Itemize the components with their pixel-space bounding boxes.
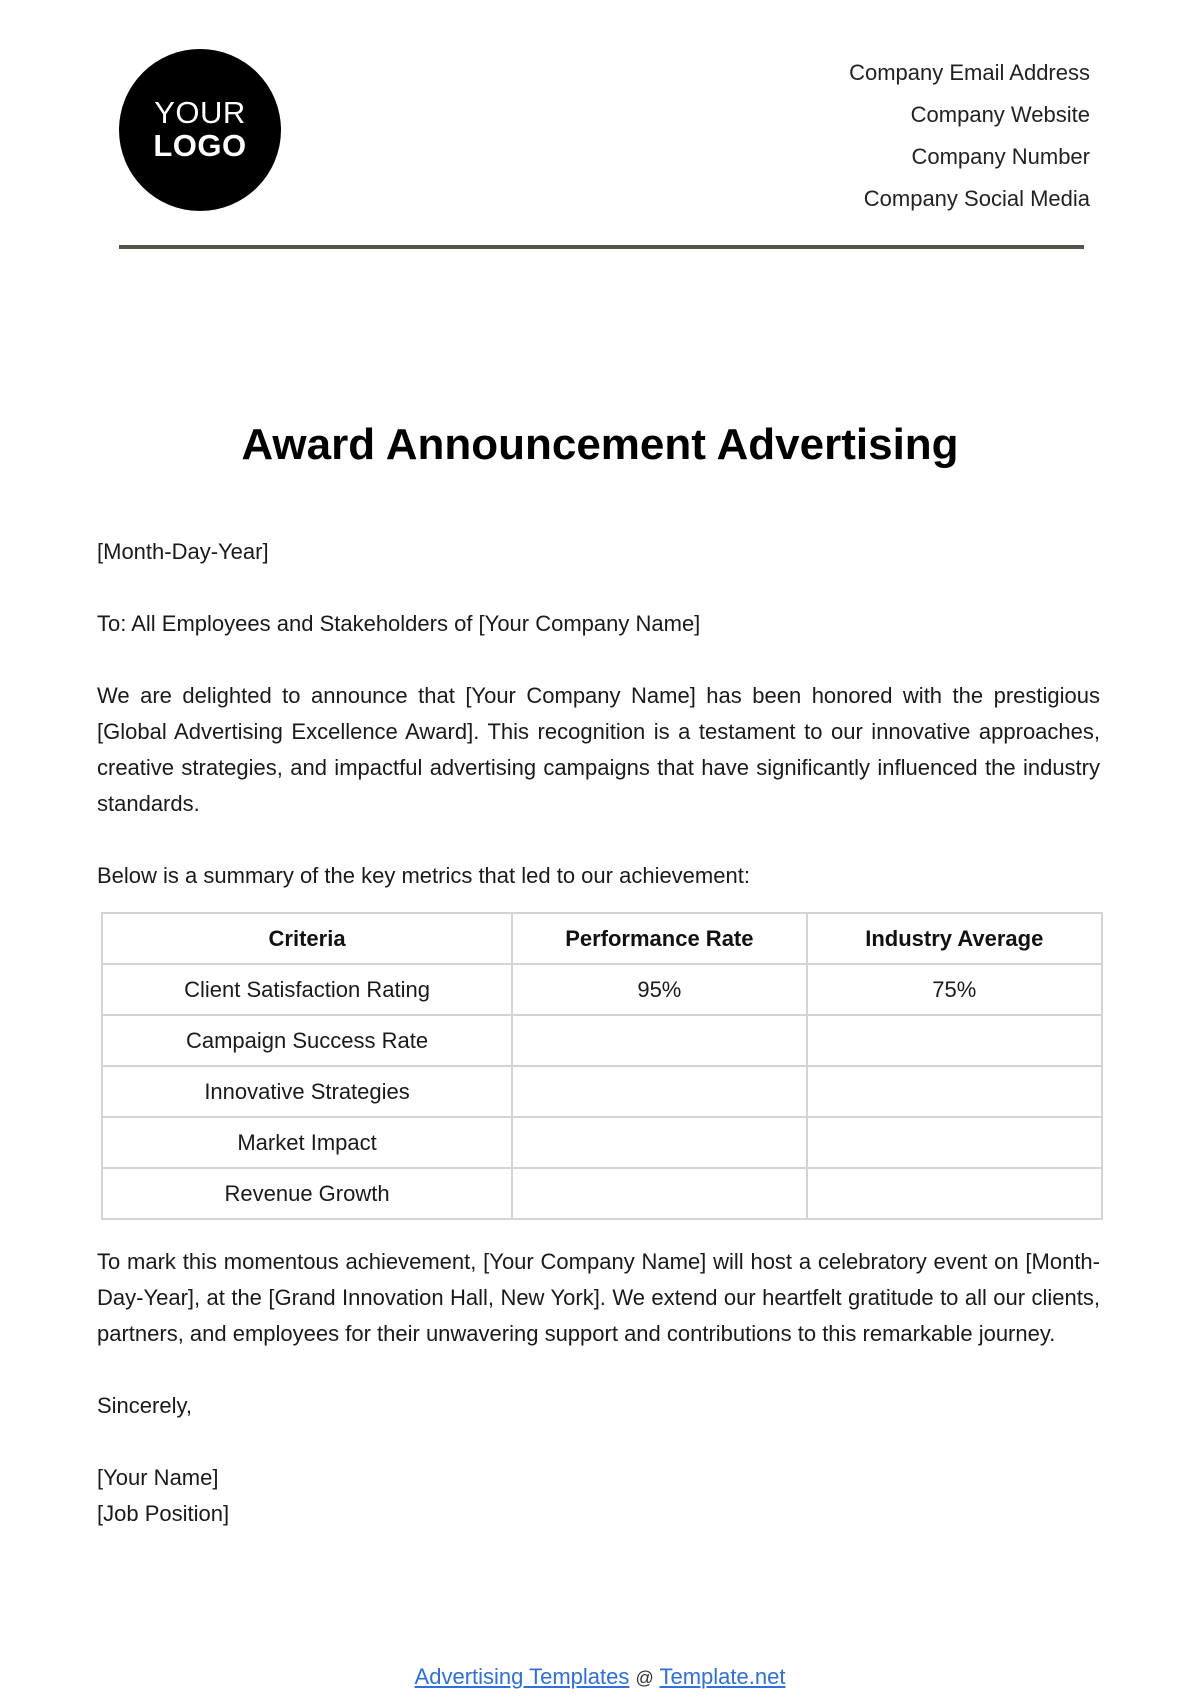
footer [0, 1664, 1200, 1690]
intro-paragraph: We are delighted to announce that [Your Company Name] has been honored with the prestigious [Global Advertising Excellence Award]. This recognition is a testament to our innovative approaches, creative strategies, and impactful advertising campaigns that have significantly influenced the industry standards. [97, 683, 1100, 816]
company-number: Company Number [911, 144, 1090, 169]
recipient-line: To: All Employees and Stakeholders of [Your Company Name] [97, 611, 701, 636]
table-cell [807, 1117, 1102, 1168]
table-cell: Revenue Growth [102, 1168, 512, 1219]
table-cell: 75% [807, 964, 1102, 1015]
advertising-templates-link[interactable]: Advertising Templates [414, 1664, 630, 1689]
footer-separator: @ [635, 1668, 654, 1688]
date-line: [Month-Day-Year] [97, 539, 269, 564]
table-cell [512, 1168, 807, 1219]
company-email: Company Email Address [849, 60, 1090, 85]
table-cell: Market Impact [102, 1117, 512, 1168]
table-cell [807, 1066, 1102, 1117]
table-cell: Innovative Strategies [102, 1066, 512, 1117]
table-cell [512, 1066, 807, 1117]
table-row [102, 1066, 1102, 1117]
document-body [97, 534, 1100, 1532]
header-industry-average: Industry Average [807, 913, 1102, 964]
signature-position: [Job Position] [97, 1501, 230, 1526]
closing-line: Sincerely, [97, 1393, 192, 1418]
header-divider [119, 245, 1084, 249]
table-cell [807, 1168, 1102, 1219]
table-header-row [102, 913, 1102, 964]
logo-line-1: YOUR [154, 95, 246, 131]
company-social-media: Company Social Media [863, 186, 1090, 211]
table-cell: 95% [512, 964, 807, 1015]
table-cell [807, 1015, 1102, 1066]
table-row [102, 964, 1102, 1015]
table-cell [512, 1015, 807, 1066]
document-title: Award Announcement Advertising [241, 420, 959, 469]
company-website: Company Website [910, 102, 1090, 127]
template-net-link[interactable]: Template.net [659, 1664, 786, 1689]
table-row [102, 1015, 1102, 1066]
table-cell: Client Satisfaction Rating [102, 964, 512, 1015]
header-criteria: Criteria [102, 913, 512, 964]
table-cell: Campaign Success Rate [102, 1015, 512, 1066]
event-paragraph: To mark this momentous achievement, [Your Company Name] will host a celebratory event on [Month-Day-Year], at the [Grand Innovation Hall, New York]. We extend our heartfelt gratitude to all our clients, partners, and employees for their unwavering support and contributions to this remarkable journey. [97, 1249, 1100, 1346]
table-row [102, 1117, 1102, 1168]
logo-line-2: LOGO [153, 128, 247, 163]
table-row [102, 1168, 1102, 1219]
company-logo [119, 49, 281, 211]
table-cell [512, 1117, 807, 1168]
signature-name: [Your Name] [97, 1465, 219, 1490]
metrics-table [101, 912, 1103, 1220]
company-contact-block [849, 52, 1090, 220]
summary-intro: Below is a summary of the key metrics that led to our achievement: [97, 863, 750, 888]
header-performance-rate: Performance Rate [512, 913, 807, 964]
